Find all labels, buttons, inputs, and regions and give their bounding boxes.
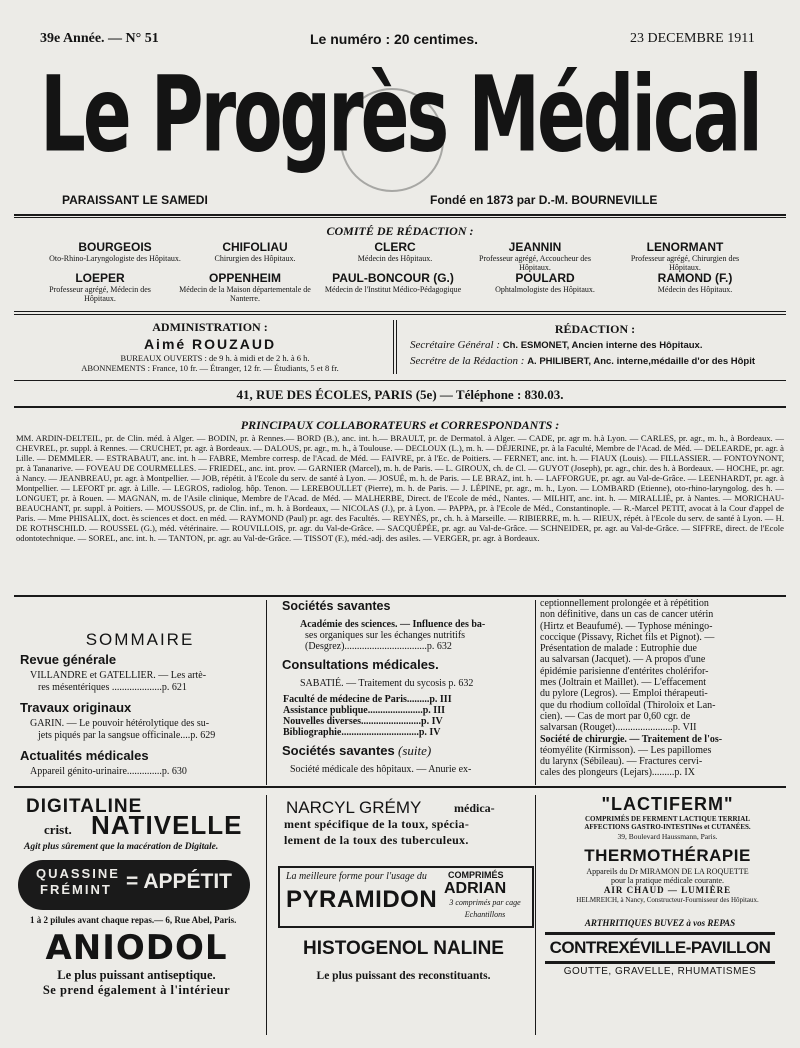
toc-entry: GARIN. — Le pouvoir hétérolytique des su-: [30, 718, 210, 729]
section-heading: Travaux originaux: [20, 700, 132, 715]
issue-price: Le numéro : 20 centimes.: [310, 31, 479, 47]
contrexeville-ad: ARTHRITIQUES BUVEZ à vos REPAS CONTREXÉVILLE-PAVILLON GOUTTE, GRAVELLE, RHUMATISMES: [545, 918, 775, 988]
newspaper-title: Le Progrès Médical: [40, 53, 760, 176]
address-line: 41, RUE DES ÉCOLES, PARIS (5e) — Téléphone : 830.03.: [236, 387, 564, 402]
toc-entry: Assistance publique......................p. III: [283, 705, 445, 716]
ads-divider: [266, 795, 267, 1035]
toc-entry: ses organiques sur les échanges nutritifs: [305, 630, 466, 641]
office-hours: BUREAUX OUVERTS : de 9 h. à midi et de 2 h. à 6 h.: [120, 353, 310, 363]
quassine-dosage: 1 à 2 pilules avant chaque repas.— 6, Rue Abel, Paris.: [30, 915, 237, 925]
column-divider: [535, 600, 536, 785]
aniodol-ad: ANIODOL Le plus puissant antiseptique. Se prend également à l'intérieur: [42, 928, 231, 997]
committee-member: BOURGEOIS Oto-Rhino-Laryngologiste des Hôpitaux.: [49, 240, 181, 263]
redaction-heading: RÉDACTION :: [554, 322, 636, 336]
toc-entry: SABATIÉ. — Traitement du sycosis p. 632: [300, 678, 474, 689]
masthead-rule: [14, 214, 786, 216]
admin-divider: [393, 320, 394, 374]
committee-member: JEANNIN Professeur agrégé, Accoucheur des Hôpitaux.: [479, 240, 591, 272]
sommaire-heading: SOMMAIRE: [85, 630, 195, 649]
administration-heading: ADMINISTRATION :: [152, 320, 268, 334]
address-rule-top: [14, 380, 786, 381]
subscription-rates: ABONNEMENTS : France, 10 fr. — Étranger, 12 fr. — Étudiants, 5 et 8 fr.: [81, 363, 339, 373]
thermotherapie-ad: THERMOTHÉRAPIE Appareils du Dr MIRAMON DE LA ROQUETTE pour la pratique médicale courante. AIR CHAUD — LUMIÈRE HELMREICH, à Nancy, Constructeur-Fournisseur des Hôpitaux.: [576, 846, 759, 904]
lactiferm-ad: "LACTIFERM" COMPRIMÉS DE FERMENT LACTIQUE TERRIAL AFFECTIONS GASTRO-INTESTINes et CUTANÉES. 39, Boulevard Haussmann, Paris.: [584, 794, 751, 841]
toc-entry: res mésentériques ....................p. 621: [38, 682, 187, 693]
collaborators-rule: [14, 595, 786, 597]
column-divider: [266, 600, 267, 785]
address-rule-bottom: [14, 406, 786, 408]
committee-rule: [14, 311, 786, 312]
quassine-ad: QUASSINE FRÉMINT = APPÉTIT: [18, 860, 250, 910]
committee-member: LOEPER Professeur agrégé, Médecin des Hôpitaux.: [49, 271, 151, 303]
section-heading: Revue générale: [20, 652, 117, 667]
committee-member: RAMOND (F.) Médecin des Hôpitaux.: [657, 271, 733, 294]
toc-entry: (Desgrez).................................p. 632: [305, 641, 452, 652]
admin-divider-2: [396, 320, 397, 374]
digitaline-ad: DIGITALINE crist. NATIVELLE Agit plus sûrement que la macération de Digitale.: [24, 796, 243, 852]
section-heading: Consultations médicales.: [282, 657, 439, 672]
right-column-text: ceptionnellement prolongée et à répétition non définitive, dans un cas de cancer utérin (Hirtz et Beaufumé). — Typhose méningo- coccique (Pissavy, Richet fils et Pignot). — Présentation de malade : Eutrophie due au salvarsan (Jacquet). — A propos d'une épidémie parisienne d'entérites cholérifor- mes (Joltrain et Maillet). — L'effacement du pylore (Legros). — Emploi thérapeuti- que du rhodium colloïdal (Thiroloix et Lan- cien). — Cas de mort par 0,60 cgr. de salvarsan (Rouget).......................p. VII Société de chirurgie. — Traitement de l'os- téomyélite (Kirmisson). — Les papillomes du larynx (Sébileau). — Fractures cervi- cales des plongeurs (Lejars).........p. IX: [540, 598, 723, 779]
toc-entry: jets piqués par la sangsue officinale....p. 629: [38, 730, 216, 741]
committee-member: POULARD Ophtalmologiste des Hôpitaux.: [495, 271, 595, 294]
issue-number: 39e Année. — N° 51: [40, 31, 159, 46]
section-heading: Actualités médicales: [20, 748, 149, 763]
toc-entry: Appareil génito-urinaire..............p. 630: [30, 766, 187, 777]
committee-member: PAUL-BONCOUR (G.) Médecin de l'Institut Médico-Pédagogique: [324, 271, 462, 294]
section-heading: Sociétés savantes (suite): [282, 743, 432, 758]
ads-divider: [535, 795, 536, 1035]
toc-entry: Faculté de médecine de Paris.........p. III: [283, 694, 452, 705]
narcyl-ad: NARCYL GRÉMY médica- ment spécifique de la toux, spécia- lement de la toux des tuberculeux.: [284, 798, 495, 847]
histogenol-ad: HISTOGENOL NALINE Le plus puissant des reconstituants.: [303, 938, 504, 982]
committee-member: LENORMANT Professeur agrégé, Chirurgien des Hôpitaux.: [630, 240, 740, 272]
editorial-secretary: Secrétre de la Rédaction : A. PHILIBERT, Anc. interne,médaille d'or des Hôpit: [410, 355, 756, 367]
toc-entry: VILLANDRE et GATELLIER. — Les artè-: [30, 670, 207, 681]
frequency-label: PARAISSANT LE SAMEDI: [62, 193, 208, 207]
toc-entry: Société médicale des hôpitaux. — Anurie ex-: [290, 764, 472, 775]
collaborators-list: MM. ARDIN-DELTEIL, pr. de Clin. méd. à Alger. — BODIN, pr. à Rennes.— BORD (B.), anc. int. h.— BRAULT, pr. de Dermatol. à Alger. — CADE, pr. agr m. h.à Lyon. — CARLES, pr. agr., m. h., à Bordeaux. — CHEVREL, pr. suppl. à Rennes. — CRUCHET, pr. agr. à Bordeaux. — DALOUS, pr. agr., m. h., à Toulouse. — DECLOUX (L.), m. h. — DÉJERINE, pr. à la Faculté, Membre de l'Acad. de Méd. — DELEARDE, pr. agr. à Lille. — DEMMLER. — ESTRABAUT, anc. int. h — FABRE, Membre corresp. de l'Acad. de Méd. — FAIVRE, pr. à l'Ec. de Poitiers. — FERNET, anc. int. h. — FIAUX (Louis). — FILLASSIER. — FONTOYNONT, pr. à Tananarive. — FOVEAU DE COURMELLES. — FRIEDEL, anc. int. prov. — GARNIER (Marcel), m. h. de Paris. — L. GIROUX, ch. de Cl. — GUYOT (Joseph), pr. agr., chir. des h. à Bordeaux. — HOCHE, pr. agr. à Nancy. — JEANBREAU, pr. agr. à Montpellier. — JOB, répétit. à l'Ecole du serv. de santé à Lyon. — JOSUÉ, m. h. de Paris. — LE BRAZ, int. h. — LAFFORGUE, pr. agr. au Val-de-Grâce. — LEENHARDT, pr. agr. à Montpellier. — LEFORT pr. agr. à Lille. — LEGROS, radiolog. hôp. Tenon. — LEREBOULLET (Pierre), m. h. de Paris. — J. LÉPINE, pr. agr., m. h., Lyon. — LOMBARD (Etienne), oto-rhino-laryngolog. des h. — LONGUET, pr. à Rouen. — MAGNAN, m. de l'Asile clinique, Membre de l'Acad. de Méd. — MALHERBE, Direct. de l'Ecole de méd., Nantes. — MILHIT, anc. int. h. — MIRALLIÉ, pr. à Nantes. — MORICHAU-BEAUCHANT, pr. suppl. à Poitiers. — MOUSSOUS, pr. de Clin. inf., m. h. à Bordeaux, — NICOLAS (J.), pr. à Lyon. — PAPPA, pr. à l'Ecole de Méd., Constantinople. — R.-Marcel PETIT, avocat à la Cour d'appel de Paris. — Mme PHISALIX, doct. ès sciences et doct. en méd. — RAYMOND (Paul) pr. agr. des Facultés. — REYNÈS, pr., ch. h. à Marseille. — RIBIERRE, m. h. — RIEUX, répét. à l'Ecole du serv. de santé à Lyon. — H. DE ROTHSCHILD. — ROUSSEL (G.), méd. vétérinaire. — ROUVILLOIS, pr. agr. du Val-de-Grâce. — SACQUÉPÉE, pr. agr. au Val-de-Grâce. — SCHNEIDER, pr. agr. au Val-de-Grâce. — SIFFRE, direct. de l'Ecole odontotechnique. — SOREL, anc. int. h. — TANTON, pr. agr. au Val-de-Grâce. — TISSOT (F.), méd.-adj. des asiles. — VERGER, pr. agr. à Bordeaux.: [16, 433, 784, 543]
general-secretary: Secrétaire Général : Ch. ESMONET, Ancien interne des Hôpitaux.: [410, 339, 703, 351]
toc-entry: Académie des sciences. — Influence des ba-: [300, 619, 486, 630]
toc-entry: Nouvelles diverses........................p. IV: [283, 716, 443, 727]
section-heading: Sociétés savantes: [282, 599, 391, 613]
committee-member: CLERC Médecin des Hôpitaux.: [357, 240, 433, 263]
committee-member: OPPENHEIM Médecin de la Maison départementale de Nanterre.: [179, 271, 311, 303]
committee-rule-2: [14, 314, 786, 315]
founded-label: Fondé en 1873 par D.-M. BOURNEVILLE: [430, 193, 658, 207]
issue-date: 23 DECEMBRE 1911: [630, 31, 755, 46]
ads-rule: [14, 786, 786, 788]
administrator-name: Aimé ROUZAUD: [143, 336, 277, 352]
pyramidon-ad: La meilleure forme pour l'usage du PYRAMIDON COMPRIMÉS ADRIAN 3 comprimés par cage Echantillons: [278, 866, 534, 928]
collaborators-heading: PRINCIPAUX COLLABORATEURS et CORRESPONDANTS :: [240, 418, 560, 432]
committee-member: CHIFOLIAU Chirurgien des Hôpitaux.: [214, 240, 296, 263]
masthead-rule-thin: [14, 217, 786, 218]
committee-heading: COMITÉ DE RÉDACTION :: [326, 224, 474, 238]
toc-entry: Bibliographie...............................p. IV: [283, 727, 441, 738]
